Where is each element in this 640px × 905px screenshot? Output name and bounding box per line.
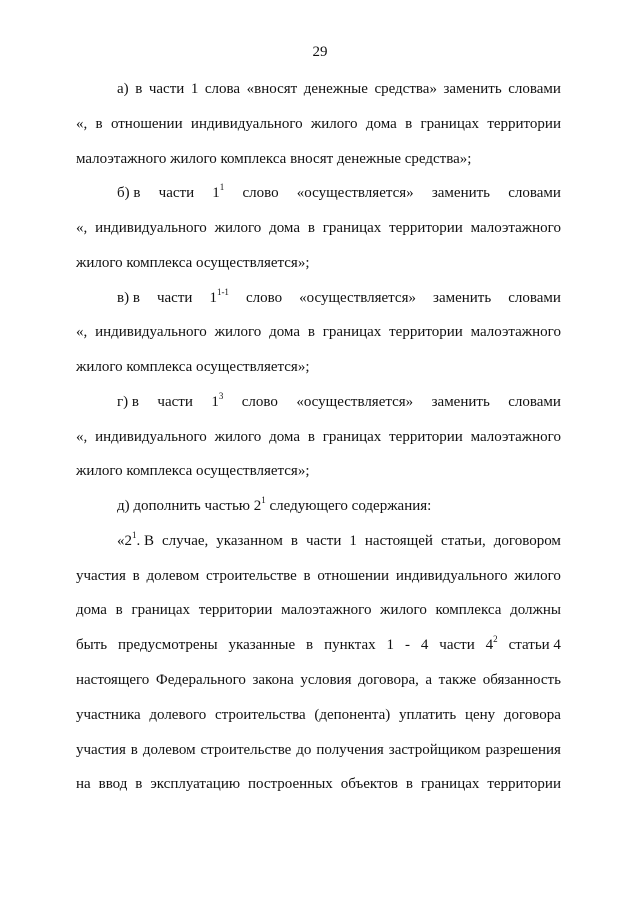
word: жилого <box>380 602 427 618</box>
word: словами <box>508 290 561 306</box>
word: указанные <box>228 637 296 653</box>
word: в <box>405 776 413 792</box>
word: отношении <box>317 568 390 584</box>
superscript: 1 <box>261 495 266 505</box>
word: границах <box>131 602 190 618</box>
word: цену <box>464 707 496 723</box>
word: обязанность <box>482 672 561 688</box>
word: в <box>307 429 315 445</box>
item-g-line-1 <box>117 393 561 411</box>
word: слово <box>242 185 279 201</box>
word: а <box>425 672 433 688</box>
word: Федерального <box>155 672 246 688</box>
word: индивидуального <box>190 116 303 132</box>
word: жилого <box>514 568 561 584</box>
word: в <box>132 568 140 584</box>
word: в <box>95 116 103 132</box>
new-part-line-3 <box>76 601 561 619</box>
word: в <box>130 742 138 758</box>
new-part-line-1 <box>117 532 561 550</box>
word: индивидуального <box>95 429 207 445</box>
word: (депонента) <box>314 707 391 723</box>
word: дома <box>269 324 300 340</box>
word: случае, <box>162 533 209 549</box>
word: слово <box>241 394 278 410</box>
word: до <box>296 742 312 758</box>
word: должны <box>510 602 561 618</box>
part-ref: 1$^{1-1}$ <box>209 287 229 306</box>
superscript: 1 <box>219 182 225 192</box>
new-part-line-7 <box>76 741 561 759</box>
word: жилого <box>310 116 358 132</box>
word: а) <box>117 81 129 97</box>
word: жилого <box>214 220 262 236</box>
word: предусмотрены <box>118 637 218 653</box>
word: быть <box>76 637 108 653</box>
word: части <box>148 81 185 97</box>
word: денежные <box>303 81 368 97</box>
item-d-text-tail: следующего содержания: <box>265 498 432 514</box>
word: словами <box>508 81 561 97</box>
word: построенных <box>248 776 333 792</box>
word: эксплуатацию <box>150 776 241 792</box>
item-a-line-1 <box>117 80 561 98</box>
item-label: б) в <box>117 185 141 201</box>
word: объектов <box>340 776 398 792</box>
word: территории <box>487 116 561 132</box>
new-part-line-5 <box>76 671 561 689</box>
word: части <box>439 637 475 653</box>
word: уплатить <box>398 707 457 723</box>
word: заменить <box>431 185 491 201</box>
word: границах <box>322 220 382 236</box>
word: границах <box>322 324 382 340</box>
word: ввод <box>98 776 128 792</box>
word: строительства <box>214 707 306 723</box>
word: малоэтажного <box>470 220 561 236</box>
word: договора <box>503 707 561 723</box>
word: - <box>404 637 410 653</box>
word: дома <box>76 602 107 618</box>
word: долевого <box>149 707 207 723</box>
word: в <box>303 568 311 584</box>
item-a-line-2 <box>76 115 561 133</box>
word: в <box>405 116 413 132</box>
word: дома <box>269 220 300 236</box>
word: дома <box>269 429 300 445</box>
word: «вносят <box>246 81 298 97</box>
item-b-line-3: жилого комплекса осуществляется»; <box>76 255 310 271</box>
superscript: 3 <box>218 391 224 401</box>
new-part-line-8 <box>76 775 561 793</box>
word: территории <box>389 429 463 445</box>
word: пунктах <box>324 637 376 653</box>
item-v-line-1 <box>117 289 561 307</box>
word: долевом <box>146 568 200 584</box>
word: индивидуального <box>395 568 508 584</box>
word: в <box>135 81 143 97</box>
superscript: 2 <box>493 634 498 644</box>
word: застройщиком <box>388 742 481 758</box>
word: жилого <box>214 324 262 340</box>
word: малоэтажного <box>470 429 561 445</box>
word: дома <box>365 116 397 132</box>
item-d-text: д) дополнить частью 2 <box>117 498 262 514</box>
word: комплекса <box>435 602 502 618</box>
word: части <box>305 533 342 549</box>
new-part-line-4 <box>76 636 561 654</box>
word: «осуществляется» <box>296 185 414 201</box>
word: статьи 4 <box>508 637 561 653</box>
word: 4 <box>420 637 429 653</box>
word: в <box>307 324 315 340</box>
word: «осуществляется» <box>299 290 416 306</box>
word: условия <box>300 672 352 688</box>
word: разрешения <box>485 742 561 758</box>
word: настоящего <box>76 672 150 688</box>
part-ref: $4^2$ <box>485 634 498 653</box>
word: заменить <box>443 81 502 97</box>
word: в <box>290 533 298 549</box>
item-v-line-3: жилого комплекса осуществляется»; <box>76 359 310 375</box>
word: части <box>157 394 193 410</box>
word: также <box>438 672 477 688</box>
word: строительстве <box>205 568 297 584</box>
word: 1 <box>386 637 395 653</box>
word: границах <box>420 116 480 132</box>
word: «осуществляется» <box>296 394 414 410</box>
item-label: г) в <box>117 394 139 410</box>
word: словами <box>508 185 561 201</box>
word: части <box>158 185 195 201</box>
word: слово <box>245 290 283 306</box>
word: в <box>115 602 123 618</box>
word: части <box>156 290 193 306</box>
word: «, <box>76 116 88 132</box>
word: заменить <box>433 290 492 306</box>
word: отношении <box>110 116 183 132</box>
word: территории <box>487 776 561 792</box>
word: малоэтажного <box>281 602 372 618</box>
word: индивидуального <box>95 220 207 236</box>
word: словами <box>508 394 561 410</box>
word: закона <box>252 672 294 688</box>
word: 1 <box>190 81 199 97</box>
word: в <box>135 776 143 792</box>
page-number: 29 <box>312 44 328 60</box>
word: долевом <box>142 742 196 758</box>
word: указанном <box>216 533 283 549</box>
word: территории <box>389 324 463 340</box>
word: слова <box>204 81 241 97</box>
word: границах <box>420 776 480 792</box>
word: участия <box>76 742 126 758</box>
superscript: 1 <box>132 530 137 540</box>
word: «, <box>76 324 88 340</box>
new-part-line-2 <box>76 567 561 585</box>
word: настоящей <box>364 533 433 549</box>
word: участия <box>76 568 126 584</box>
word: жилого <box>214 429 262 445</box>
item-g-line-2 <box>76 428 561 446</box>
item-d-line-1 <box>117 497 561 515</box>
part-ref: $1^3$ <box>211 391 224 410</box>
word: в <box>306 637 314 653</box>
item-g-line-3: жилого комплекса осуществляется»; <box>76 463 310 479</box>
word: заменить <box>431 394 490 410</box>
item-v-line-2 <box>76 323 561 341</box>
word: индивидуального <box>95 324 207 340</box>
word: участника <box>76 707 141 723</box>
word: границах <box>322 429 382 445</box>
word: получения <box>316 742 384 758</box>
word: статьи, <box>440 533 486 549</box>
part-heading: «$2^1$. В <box>117 530 155 549</box>
word: в <box>307 220 315 236</box>
part-ref: $1^1$ <box>212 182 225 201</box>
word: «, <box>76 220 88 236</box>
item-b-line-1 <box>117 184 561 202</box>
item-a-line-3: малоэтажного жилого комплекса вносят денежные средства»; <box>76 151 472 167</box>
item-b-line-2 <box>76 219 561 237</box>
word: территории <box>389 220 463 236</box>
word: на <box>76 776 91 792</box>
new-part-line-6 <box>76 706 561 724</box>
word: средства» <box>374 81 437 97</box>
word: малоэтажного <box>470 324 561 340</box>
word: территории <box>198 602 273 618</box>
word: договора, <box>358 672 419 688</box>
word: «, <box>76 429 88 445</box>
word: договором <box>493 533 561 549</box>
word: 1 <box>349 533 357 549</box>
word: строительстве <box>200 742 292 758</box>
item-label: в) в <box>117 290 140 306</box>
superscript: 1-1 <box>216 287 229 297</box>
